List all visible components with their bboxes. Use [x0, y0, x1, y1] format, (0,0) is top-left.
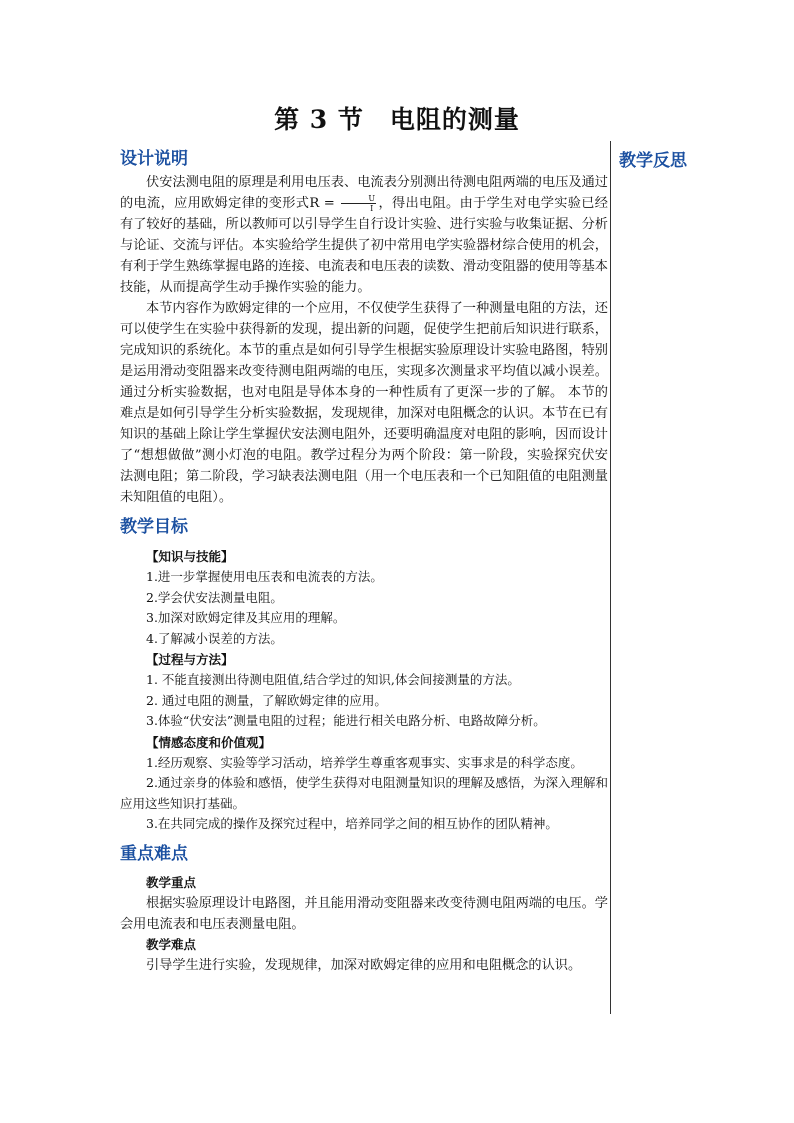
emotion-item: 1.经历观察、实验等学习活动，培养学生尊重客观事实、实事求是的科学态度。: [146, 754, 583, 770]
design-paragraph-1: [120, 172, 608, 298]
knowledge-item: 3.加深对欧姆定律及其应用的理解。: [146, 610, 346, 625]
focus-title: 教学重点: [146, 874, 197, 890]
process-title: 【过程与方法】: [146, 652, 234, 667]
difficulty-title: 教学难点: [146, 936, 197, 952]
formula-denominator: I: [370, 204, 374, 213]
emotion-item: 2.通过亲身的体验和感悟，使学生获得对电阻测量知识的理解及感悟，为深入理解和应用这些知识打基础。: [120, 775, 608, 811]
column-divider: [610, 141, 611, 1014]
knowledge-item: 4.了解减小误差的方法。: [146, 630, 283, 646]
process-item: 1. 不能直接测出待测电阻值,结合学过的知识,体会间接测量的方法。: [146, 672, 520, 687]
design-paragraph-2: 本节内容作为欧姆定律的一个应用，不仅使学生获得了一种测量电阻的方法，还可以使学生在实验中获得新的发现，提出新的问题，促使学生把前后知识进行联系，完成知识的系统化。本节的重点是如何引导学生根据实验原理设计实验电路图，特别是运用滑动变阻器来改变待测电阻两端的电压，实现多次测量求平均值以减小误差。通过分析实验数据，也对电阻是导体本身的一种性质有了更深一步的了解。 本节的难点是如何引导学生分析实验数据，发现规律，加深对电阻概念的认识。本节在已有知识的基础上除让学生掌握伏安法测电阻外，还要明确温度对电阻的影响，因而设计了“想想做做”测小灯泡的电阻。教学过程分为两个阶段：第一阶段，实验探究伏安法测电阻；第二阶段，学习缺表法测电阻（用一个电压表和一个已知阻值的电阻测量未知阻值的电阻）。: [120, 301, 608, 505]
emotion-title: 【情感态度和价值观】: [146, 734, 272, 750]
reflection-heading: 教学反思: [619, 151, 687, 171]
main-column: [120, 146, 608, 976]
design-heading: 设计说明: [120, 149, 188, 169]
keypoints-heading: 重点难点: [120, 843, 188, 864]
page-title: 第 3 节 电阻的测量: [274, 105, 520, 134]
knowledge-item: 1.进一步掌握使用电压表和电流表的方法。: [146, 569, 383, 584]
process-item: 3.体验“伏安法”测量电阻的过程；能进行相关电路分析、电路故障分析。: [146, 713, 546, 728]
design-paragraph-1-b: ，得出电阻。由于学生对电学实验已经有了较好的基础，所以教师可以引导学生自行设计实验、进行实验与收集证据、分析与论证、交流与评估。本实验给学生提供了初中常用电学实验器材综合使用的机会，有利于学生熟练掌握电路的连接、电流表和电压表的读数、滑动变阻器的使用等基本技能，从而提高学生动手操作实验的能力。: [120, 196, 608, 295]
ohm-formula-fraction: [341, 194, 376, 213]
design-paragraph-1-a: 伏安法测电阻的原理是利用电压表、电流表分别测出待测电阻两端的电压及通过的电流，应用欧姆定律的变形式R =: [120, 175, 608, 211]
goals-heading: 教学目标: [120, 517, 188, 537]
process-item: 2. 通过电阻的测量，了解欧姆定律的应用。: [146, 692, 387, 708]
difficulty-text: 引导学生进行实验，发现规律，加深对欧姆定律的应用和电阻概念的认识。: [146, 957, 582, 973]
emotion-item: 3.在共同完成的操作及探究过程中，培养同学之间的相互协作的团队精神。: [146, 816, 558, 831]
knowledge-item: 2.学会伏安法测量电阻。: [146, 589, 283, 605]
knowledge-title: 【知识与技能】: [146, 549, 234, 564]
focus-text: 根据实验原理设计电路图，并且能用滑动变阻器来改变待测电阻两端的电压。学会用电流表和电压表测量电阻。: [120, 895, 608, 932]
formula-numerator: U: [341, 194, 376, 204]
